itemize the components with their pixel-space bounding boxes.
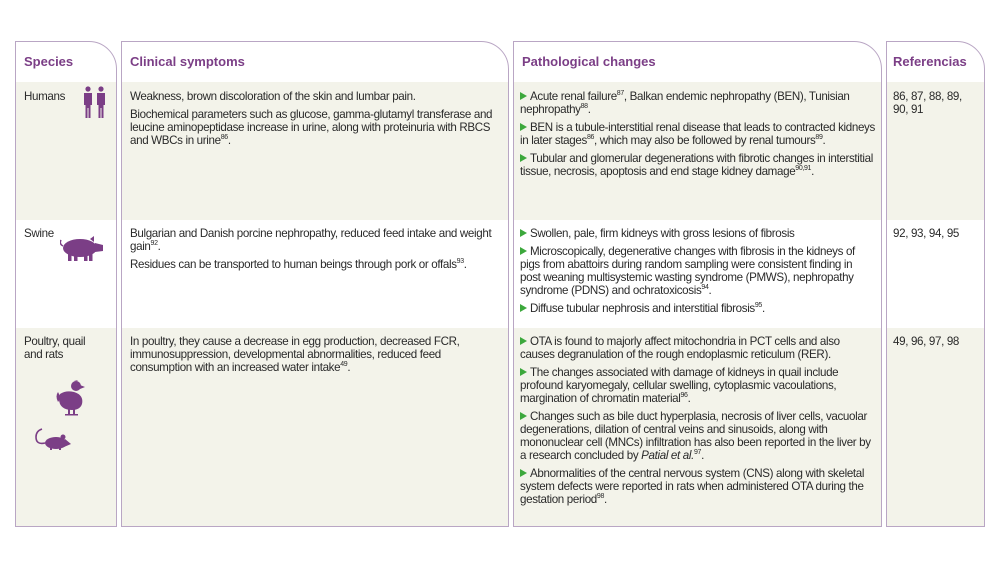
path-item: The changes associated with damage of kidneys in quail include profound karyomegaly, cellular swelling, cytoplasmic vacoulations, margination of chromatin material$^{96}$. [520, 366, 839, 405]
triangle-bullet-icon [520, 247, 527, 255]
path-swine [520, 227, 875, 320]
refs-header: Referencias [893, 54, 967, 69]
path-item: Acute renal failure$^{87}$, Balkan endemic nephropathy (BEN), Tunisian nephropathy$^{88}$. [520, 90, 850, 116]
path-item: Microscopically, degenerative changes with fibrosis in the kidneys of pigs from abattoirs during random sampling were consistent finding in post weaning multisystemic wasting syndrome (PMWS), nephropathy syndrome (PDNS) and ochratoxicosis$^{94}$. [520, 245, 855, 297]
species-column [15, 41, 117, 527]
species-swine: Swine [24, 227, 54, 240]
path-item: BEN is a tubule-interstitial renal disease that leads to contracted kidneys in later stages$^{86}$, which may also be followed by renal tumours$^{89}$. [520, 121, 875, 147]
triangle-bullet-icon [520, 154, 527, 162]
clinical-poultry-1: In poultry, they cause a decrease in egg production, decreased FCR, immunosuppression, developmental abnormalities, reduced feed consumption with an increased water intake$^{49}$. [130, 335, 460, 374]
chicken-icon [56, 380, 88, 416]
clinical-poultry [130, 335, 502, 379]
species-humans: Humans [24, 90, 66, 103]
triangle-bullet-icon [520, 304, 527, 312]
pathological-header: Pathological changes [522, 54, 656, 69]
clinical-humans [130, 90, 502, 152]
species-header: Species [24, 54, 74, 69]
triangle-bullet-icon [520, 469, 527, 477]
refs-humans: 86, 87, 88, 89, 90, 91 [893, 90, 962, 116]
triangle-bullet-icon [520, 92, 527, 100]
triangle-bullet-icon [520, 368, 527, 376]
triangle-bullet-icon [520, 123, 527, 131]
path-item: Tubular and glomerular degenerations with fibrotic changes in interstitial tissue, necrosis, apoptosis and end stage kidney damage$^{90,91}$. [520, 152, 873, 178]
clinical-swine-1: Bulgarian and Danish porcine nephropathy, reduced feed intake and weight gain$^{92}$. [130, 227, 492, 253]
clinical-humans-1: Weakness, brown discoloration of the skin and lumbar pain. [130, 90, 416, 103]
clinical-swine-2: Residues can be transported to human beings through pork or offals$^{93}$. [130, 258, 467, 271]
clinical-humans-2: Biochemical parameters such as glucose, gamma-glutamyl transferase and leucine aminopeptidase increase in urine, along with proteinuria with RBCS and WBCs in urine$^{86}$. [130, 108, 493, 147]
triangle-bullet-icon [520, 229, 527, 237]
path-item: Abnormalities of the central nervous system (CNS) along with skeletal system defects were reported in rats when administered OTA during the gestation period$^{98}$. [520, 467, 865, 506]
clinical-swine [130, 227, 502, 276]
refs-swine: 92, 93, 94, 95 [893, 227, 960, 240]
refs-column [886, 41, 985, 527]
clinical-header: Clinical symptoms [130, 54, 245, 69]
species-poultry: Poultry, quail and rats [24, 335, 86, 361]
human-figures-icon [82, 86, 108, 120]
path-item: Swollen, pale, firm kidneys with gross lesions of fibrosis [520, 227, 875, 240]
path-humans [520, 90, 875, 183]
path-poultry [520, 335, 875, 511]
path-item: Diffuse tubular nephrosis and interstitial fibrosis$^{95}$. [520, 302, 875, 315]
rat-icon [34, 427, 72, 451]
pig-icon [60, 236, 104, 262]
triangle-bullet-icon [520, 337, 527, 345]
clinical-column [121, 41, 509, 527]
refs-poultry: 49, 96, 97, 98 [893, 335, 960, 348]
path-item: Changes such as bile duct hyperplasia, necrosis of liver cells, vacuolar degenerations, dilation of central veins and sinusoids, along with mononuclear cell (MNCs) infiltration has also been reported in the liver by a research concluded by Patial et al.$^{97}$. [520, 410, 871, 462]
path-item: OTA is found to majorly affect mitochondria in PCT cells and also causes degranulation of the rough endoplasmic reticulum (RER). [520, 335, 840, 361]
pathological-column [513, 41, 882, 527]
band-row-3 [887, 328, 984, 527]
triangle-bullet-icon [520, 412, 527, 420]
